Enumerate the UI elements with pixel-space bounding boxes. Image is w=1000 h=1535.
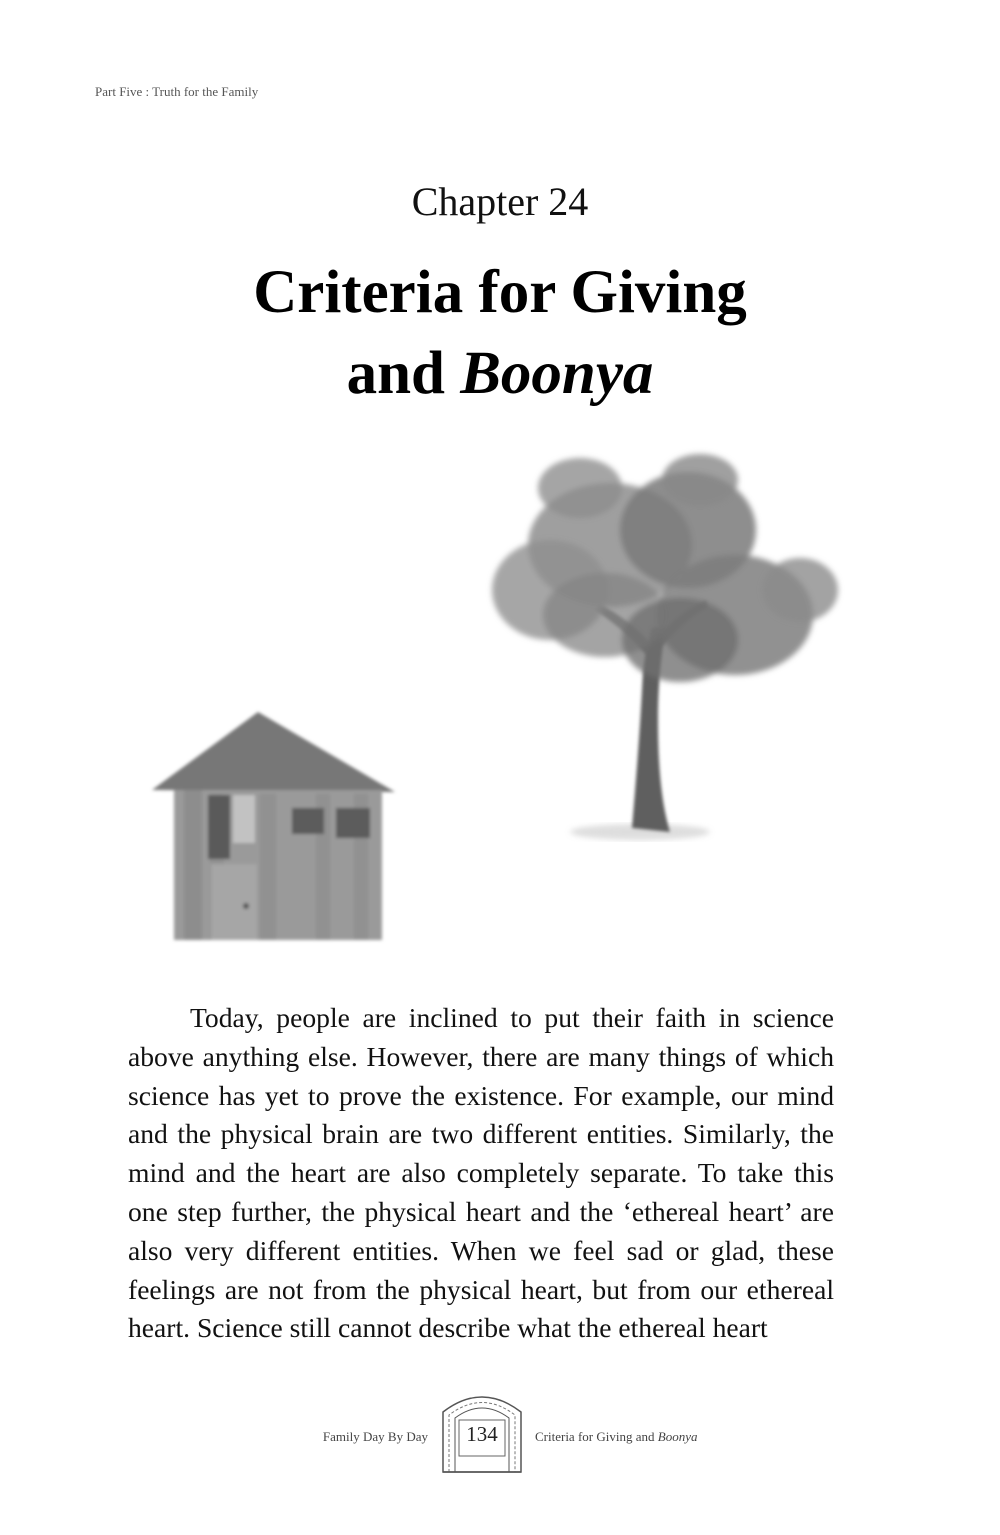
chapter-title [0,252,1000,414]
running-head: Part Five : Truth for the Family [95,84,259,99]
chapter-title-line-1: Criteria for Giving [253,259,747,326]
footer-chapter-italic: Boonya [657,1429,698,1444]
page-number: 134 [466,1422,498,1446]
chapter-label: Chapter 24 [411,179,589,224]
hut-icon [152,712,395,940]
chapter-title-line-2 [0,333,1000,414]
footer-book-title: Family Day By Day [322,1429,428,1444]
footer-chapter-plain: Criteria for Giving and [535,1429,658,1444]
body-paragraph: Today, people are inclined to put their faith in science above anything else. However, there are many things of which science has yet to prove the existence. For example, our mind and the physical brain are two different entities. Similarly, the mind and the heart are also completely separate. To take this one step further, the physical heart and the ‘ethereal heart’ are also very different entities. When we feel sad or glad, these feelings are not from the physical heart, but from our ethereal heart. Science still cannot describe what the ethereal heart [128,1002,834,1344]
footer [0,1378,1000,1478]
chapter-title-and: and [346,340,461,407]
footer-chapter-title [535,1429,697,1445]
chapter-title-boonya: Boonya [460,340,654,407]
watercolor-illustration [140,440,860,950]
tree-icon [492,454,838,840]
